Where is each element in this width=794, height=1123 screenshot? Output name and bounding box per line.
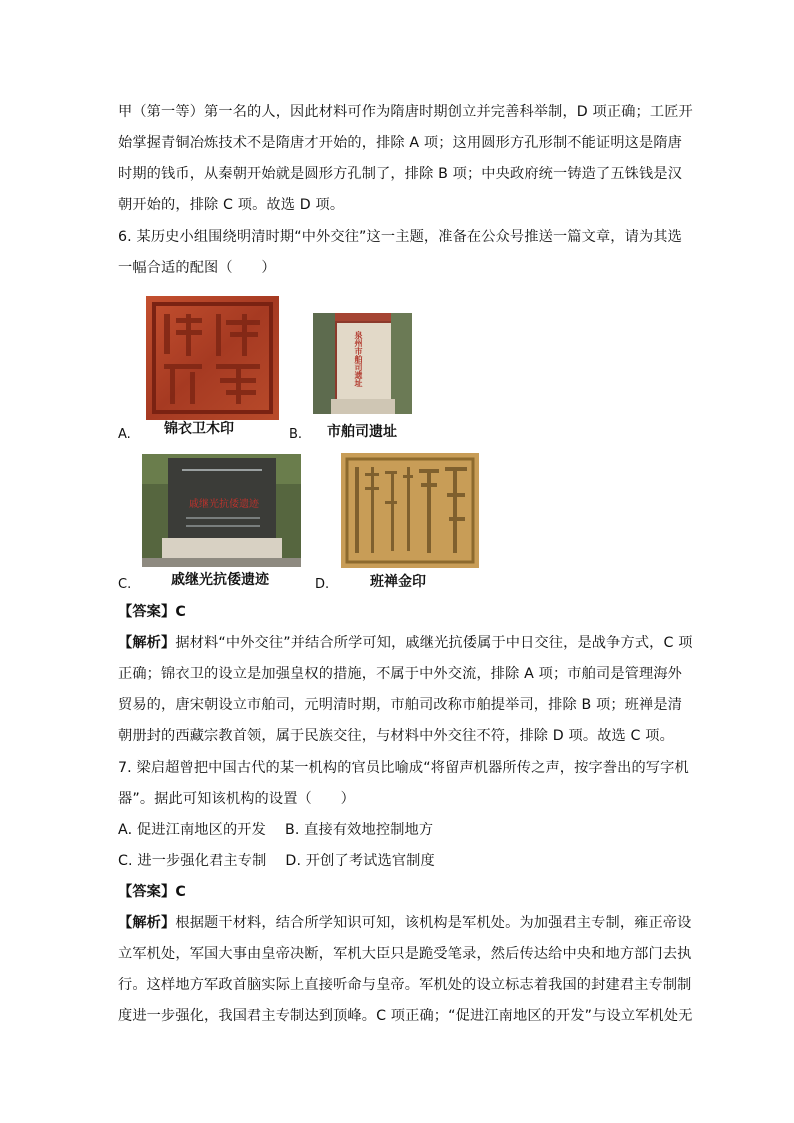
analysis-6-line: 朝册封的西藏宗教首领，属于民族交往，与材料中外交往不符，排除 D 项。故选 C 项。 [118, 728, 674, 744]
analysis-text: 据材料“中外交往”并结合所学可知，戚继光抗倭属于中日交往，是战争方式，C 项 [175, 635, 693, 651]
question-7-options: A. 促进江南地区的开发 B. 直接有效地控制地方 [118, 822, 434, 838]
option-c-caption: 戚继光抗倭遗迹 [171, 572, 269, 588]
qijiguang-relic-image [142, 454, 301, 567]
text-line: 始掌握青铜冶炼技术不是隋唐才开始的，排除 A 项；这用圆形方孔形制不能证明这是隋唐 [118, 135, 683, 151]
analysis-7-line: 度进一步强化，我国君主专制达到顶峰。C 项正确；“促进江南地区的开发”与设立军机处无 [118, 1008, 693, 1024]
analysis-6-line [118, 633, 693, 653]
analysis-text: 根据题干材料，结合所学知识可知，该机构是军机处。为加强君主专制，雍正帝设 [175, 915, 692, 931]
option-c-label: C. [118, 577, 132, 592]
option-a-label: A. [118, 427, 131, 442]
analysis-7-line [118, 913, 692, 933]
stele-inscription: 泉州市舶司遗址 [354, 331, 363, 387]
option-b-caption: 市舶司遗址 [327, 424, 397, 440]
analysis-6-line: 贸易的，唐宋朝设立市舶司，元明清时期，市舶司改称市舶提举司，排除 B 项；班禅是清 [118, 697, 683, 713]
analysis-7-line: 行。这样地方军政首脑实际上直接听命与皇帝。军机处的设立标志着我国的封建君主专制制 [118, 977, 692, 993]
jinyiwei-seal-image [146, 296, 279, 420]
shibosi-site-image [313, 313, 412, 414]
answer-7: 【答案】C [118, 884, 186, 900]
analysis-7-line: 立军机处，军国大事由皇帝决断，军机大臣只是跪受笔录，然后传达给中央和地方部门去执 [118, 946, 692, 962]
analysis-6-line: 正确；锦衣卫的设立是加强皇权的措施，不属于中外交流，排除 A 项；市舶司是管理海外 [118, 666, 683, 682]
text-line: 甲（第一等）第一名的人，因此材料可作为隋唐时期创立并完善科举制，D 项正确；工匠开 [118, 104, 693, 120]
text-line: 朝开始的，排除 C 项。故选 D 项。 [118, 197, 345, 213]
analysis-label: 【解析】 [118, 915, 176, 931]
banchan-golden-seal-image [341, 453, 479, 568]
question-7-options: C. 进一步强化君主专制 D. 开创了考试选官制度 [118, 853, 435, 869]
stele-inscription: 戚继光抗倭遗迹 [189, 499, 259, 510]
option-a-caption: 锦衣卫木印 [164, 421, 234, 437]
option-d-label: D. [315, 577, 330, 592]
option-b-label: B. [289, 427, 303, 442]
analysis-label: 【解析】 [118, 635, 176, 651]
question-7-stem: 器”。据此可知该机构的设置（ ） [118, 791, 355, 807]
text-line: 时期的钱币，从秦朝开始就是圆形方孔制了，排除 B 项；中央政府统一铸造了五铢钱是汉 [118, 166, 683, 182]
question-6-stem: 6. 某历史小组围绕明清时期“中外交往”这一主题，准备在公众号推送一篇文章，请为其选 [118, 229, 682, 245]
question-7-stem: 7. 梁启超曾把中国古代的某一机构的官员比喻成“将留声机器所传之声，按字誊出的写字机 [118, 760, 689, 776]
question-6-stem: 一幅合适的配图（ ） [118, 260, 276, 276]
option-d-caption: 班禅金印 [370, 574, 426, 590]
answer-6: 【答案】C [118, 604, 186, 620]
